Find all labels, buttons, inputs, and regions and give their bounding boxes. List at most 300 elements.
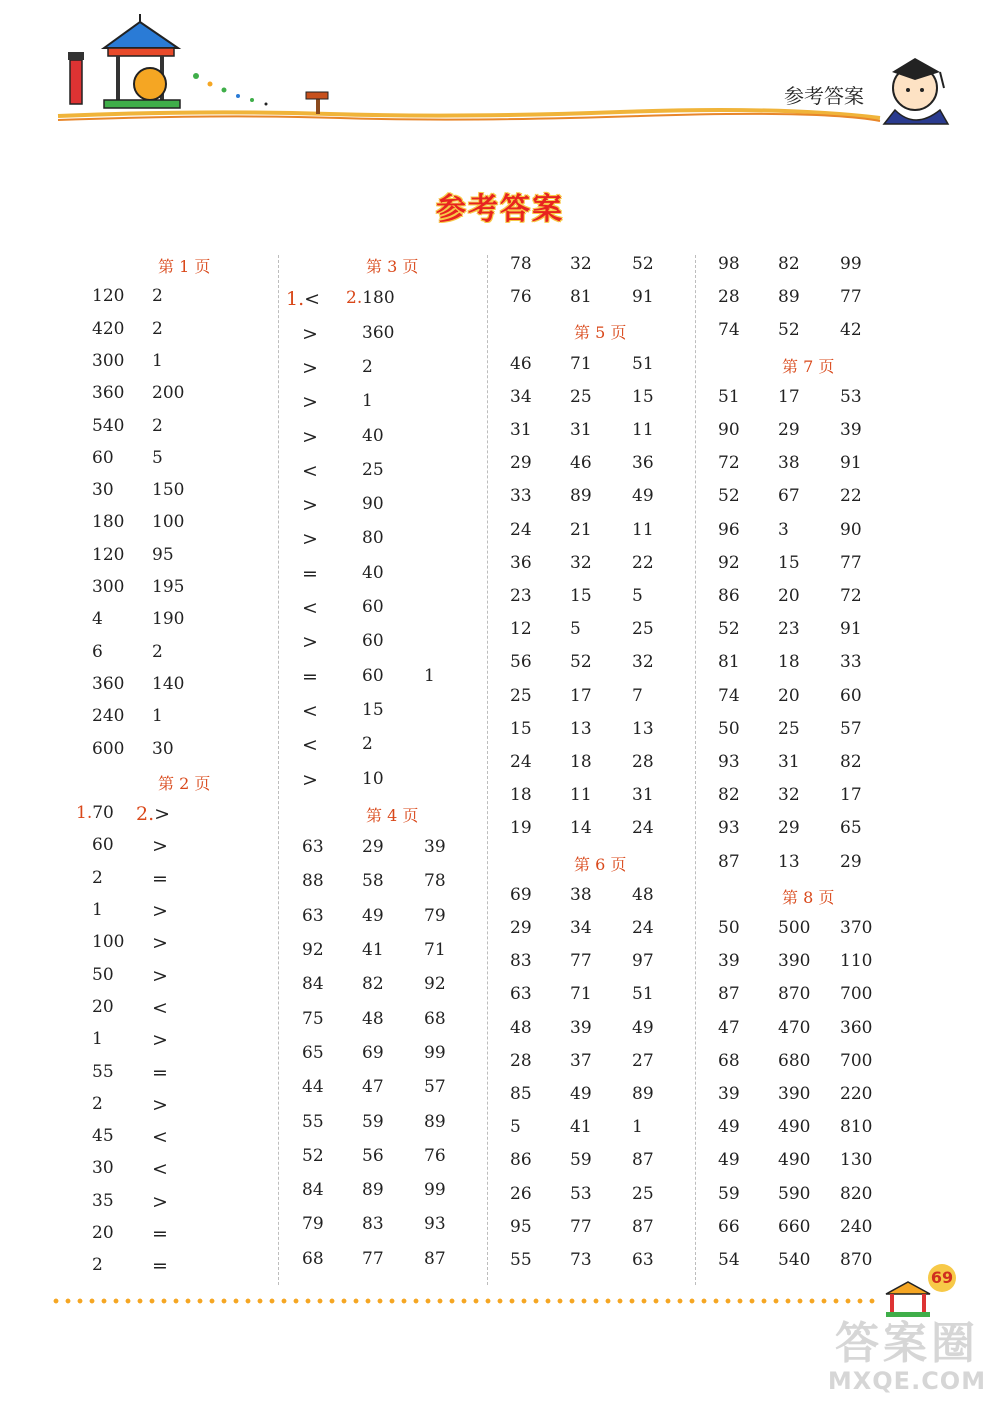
answer-cell: 79 [424, 905, 446, 926]
answer-cell: 40 [362, 425, 384, 446]
answer-cell: 4 [92, 609, 103, 630]
answer-cell: 65 [840, 818, 862, 839]
answer-cell: 150 [152, 480, 185, 501]
answer-cell: 81 [570, 287, 592, 308]
answer-cell: 71 [570, 984, 592, 1005]
answer-cell: 39 [840, 420, 862, 440]
answer-cell: 99 [424, 1180, 446, 1201]
answer-cell: 2 [362, 734, 373, 755]
answer-cell: 34 [570, 918, 592, 938]
page-number: 69 [928, 1264, 956, 1292]
answer-cell: 6 [92, 641, 103, 662]
answer-cell: 200 [152, 383, 185, 404]
page-section-heading: 第 1 页 [158, 257, 211, 276]
answer-cell: 55 [510, 1250, 532, 1270]
answer-cell: 48 [510, 1017, 532, 1038]
answer-cell: 23 [510, 586, 532, 606]
answer-cell: 300 [92, 577, 125, 597]
student-icon [884, 58, 948, 124]
answer-cell: 1 [152, 350, 163, 371]
page-section-heading: 第 5 页 [574, 323, 627, 343]
answer-cell: 130 [840, 1150, 873, 1171]
answer-cell: 2 [152, 415, 163, 436]
answer-cell: 92 [718, 552, 740, 573]
carousel-icon [104, 14, 180, 108]
question-number: 1. [76, 803, 93, 824]
answer-cell: 78 [424, 871, 446, 892]
answer-cell: 28 [718, 287, 740, 308]
answer-cell: 51 [632, 984, 654, 1005]
answer-cell: 28 [510, 1050, 532, 1071]
answer-cell: 110 [840, 951, 873, 972]
answer-cell: 79 [302, 1214, 324, 1235]
answer-cell: 11 [632, 519, 654, 540]
answer-cell: 49 [632, 486, 654, 507]
answer-cell: 60 [362, 665, 384, 686]
answer-cell: 63 [302, 905, 324, 926]
answer-cell: 41 [570, 1117, 592, 1138]
answer-cell: 90 [840, 519, 862, 540]
answer-cell: 41 [362, 940, 384, 960]
answer-cell: = [152, 867, 168, 890]
answer-cell: 53 [840, 386, 862, 407]
answer-cell: 68 [302, 1248, 324, 1269]
answer-cell: 55 [302, 1111, 324, 1132]
question-number: 2. [346, 288, 363, 309]
answer-cell: 12 [510, 619, 532, 640]
answer-cell: > [152, 1190, 168, 1213]
answer-cell: 89 [570, 486, 592, 507]
answer-cell: 72 [840, 586, 862, 606]
answer-cell: 90 [362, 494, 384, 515]
answer-cell: 1 [92, 900, 103, 920]
answer-cell: 63 [302, 837, 324, 858]
answer-cell: 2 [92, 1093, 103, 1114]
answer-cell: 31 [778, 752, 800, 772]
answer-cell: 7 [632, 685, 643, 706]
answer-cell: > [152, 932, 168, 955]
answer-cell: 89 [362, 1180, 384, 1201]
answer-cell: < [302, 597, 318, 619]
answer-cell: 37 [570, 1050, 592, 1071]
answer-cell: 91 [840, 619, 862, 640]
answer-cell: 15 [632, 386, 654, 407]
answer-cell: 93 [718, 752, 740, 772]
answer-cell: 77 [840, 287, 862, 308]
answer-cell: > [152, 900, 168, 922]
answer-cell: 39 [718, 1084, 740, 1104]
page-section-heading: 第 6 页 [574, 854, 627, 874]
answer-cell: 66 [718, 1216, 740, 1237]
answer-cell: 1 [424, 665, 435, 686]
answer-cell: 77 [840, 552, 862, 573]
answer-cell: 30 [92, 480, 114, 501]
page-section-heading: 第 3 页 [366, 257, 419, 276]
answer-cell: 21 [570, 519, 592, 540]
answer-cell: 25 [510, 685, 532, 706]
answer-cell: 59 [570, 1150, 592, 1171]
answer-cell: 57 [424, 1077, 446, 1098]
answer-cell: 870 [778, 984, 811, 1005]
question-number: 2. [136, 803, 155, 826]
answer-cell: 40 [362, 562, 384, 583]
answer-cell: 57 [840, 718, 862, 739]
answer-cell: = [152, 1255, 168, 1278]
answer-cell [76, 803, 114, 823]
answer-cell: < [152, 996, 168, 1019]
answer-cell: 140 [152, 673, 185, 694]
answer-cell: 97 [632, 951, 654, 972]
answer-cell: 52 [718, 619, 740, 640]
answer-cell: 87 [424, 1248, 446, 1269]
answer-cell: 820 [840, 1183, 873, 1204]
answer-cell: 63 [632, 1250, 654, 1270]
answer-cell [136, 803, 170, 825]
answer-cell: 50 [92, 964, 114, 985]
answer-cell: > [302, 391, 318, 414]
answer-cell: 36 [632, 453, 654, 474]
answer-cell: 29 [840, 851, 862, 872]
answer-cell: 82 [362, 974, 384, 995]
answer-cell: 60 [92, 835, 114, 856]
answer-cell: 32 [570, 552, 592, 573]
answer-cell: 700 [840, 984, 873, 1005]
answer-cell: 1 [152, 706, 163, 727]
answer-cell: 660 [778, 1216, 811, 1237]
answer-cell: 74 [718, 320, 740, 341]
answer-cell: 32 [570, 254, 592, 274]
answer-cell: 240 [840, 1216, 873, 1237]
answer-cell: < [152, 1158, 168, 1181]
column-divider [695, 255, 696, 1285]
column-divider [278, 255, 279, 1285]
answer-cell: 84 [302, 974, 324, 995]
answer-cell: 180 [92, 512, 125, 533]
answer-cell: 120 [92, 544, 125, 565]
answer-cell: 20 [778, 685, 800, 706]
answer-cell: = [152, 1061, 168, 1084]
answer-cell [346, 288, 395, 308]
header-title: 参考答案 [784, 84, 864, 108]
tower-icon [68, 52, 84, 104]
answer-cell: 220 [840, 1084, 873, 1104]
answer-cell: 29 [362, 837, 384, 858]
answer-cell: 15 [570, 586, 592, 606]
answer-cell: 28 [632, 752, 654, 772]
answer-cell: > [302, 631, 318, 654]
answer-cell: > [302, 425, 318, 448]
sparkle-trail [193, 73, 268, 106]
answer-cell: 54 [718, 1250, 740, 1270]
answer-cell: 11 [570, 785, 592, 806]
answer-cell: 92 [424, 974, 446, 995]
answer-cell: 100 [92, 932, 125, 953]
answer-cell: 95 [152, 544, 174, 565]
answer-cell: 69 [362, 1042, 384, 1063]
answer-cell: 25 [362, 459, 384, 480]
answer-cell: 590 [778, 1183, 811, 1204]
answer-cell: 51 [718, 386, 740, 407]
answer-cell: 63 [510, 984, 532, 1005]
answer-cell: 360 [840, 1017, 873, 1038]
answer-cell: 68 [718, 1050, 740, 1071]
answer-cell: 87 [632, 1216, 654, 1237]
answer-cell: 90 [718, 420, 740, 440]
answer-cell: 78 [510, 254, 532, 274]
answer-cell: 93 [718, 818, 740, 839]
answer-value: > [154, 803, 171, 826]
answer-cell: 13 [570, 718, 592, 739]
answer-cell: 39 [718, 951, 740, 972]
answer-cell: 42 [840, 320, 862, 341]
answer-cell: > [302, 356, 318, 379]
answer-cell: 45 [92, 1126, 114, 1147]
answer-cell: 71 [424, 940, 446, 960]
answer-cell: 420 [92, 318, 125, 339]
answer-cell: 56 [362, 1145, 384, 1166]
answer-cell: > [152, 964, 168, 987]
answer-cell: 360 [92, 383, 125, 404]
answer-cell: 48 [632, 884, 654, 905]
answer-cell: 48 [362, 1008, 384, 1029]
answer-cell: 540 [92, 415, 125, 436]
answer-cell: 27 [632, 1050, 654, 1071]
answer-cell: 91 [632, 287, 654, 308]
answer-cell: 46 [510, 353, 532, 374]
page-title: 参考答案 [436, 192, 564, 227]
answer-cell: 390 [778, 1084, 811, 1104]
answer-cell: 58 [362, 871, 384, 892]
answer-cell: 24 [632, 918, 654, 938]
answer-cell: 29 [778, 818, 800, 839]
answer-cell: 2 [152, 641, 163, 662]
answer-cell: 31 [632, 785, 654, 806]
answer-cell: 190 [152, 609, 185, 630]
answer-cell: 34 [510, 386, 532, 407]
answer-cell: 490 [778, 1150, 811, 1171]
answer-cell: 500 [778, 918, 811, 938]
answer-cell: 76 [510, 287, 532, 308]
answer-cell: 60 [362, 631, 384, 652]
answer-cell: 52 [570, 652, 592, 673]
answer-cell: 83 [362, 1214, 384, 1235]
answer-cell: 32 [778, 785, 800, 806]
watermark-top: 答案圈 [835, 1318, 979, 1369]
answer-cell: 59 [362, 1111, 384, 1132]
answer-cell: 29 [510, 918, 532, 938]
answer-cell: 36 [510, 552, 532, 573]
answer-cell: 82 [778, 254, 800, 274]
answer-cell: 38 [570, 884, 592, 905]
watermark-bottom: MXQE.COM [827, 1367, 987, 1395]
footer-dot-line [50, 1298, 880, 1304]
answer-cell: 86 [718, 586, 740, 606]
answer-cell: 71 [570, 353, 592, 374]
answer-cell: 52 [718, 486, 740, 507]
answer-cell: = [152, 1223, 168, 1245]
answer-cell: 55 [92, 1061, 114, 1082]
answer-cell: > [302, 768, 318, 791]
answer-cell: 19 [510, 818, 532, 839]
page-section-heading: 第 7 页 [782, 356, 835, 376]
answer-cell: 89 [424, 1111, 446, 1132]
answer-cell: 22 [632, 552, 654, 573]
answer-cell: 38 [778, 453, 800, 474]
answer-cell: 17 [570, 685, 592, 706]
answer-cell: 32 [632, 652, 654, 673]
answer-cell: 52 [632, 254, 654, 274]
answer-cell: > [152, 835, 168, 858]
answer-cell: 76 [424, 1145, 446, 1166]
answer-cell: 30 [92, 1158, 114, 1179]
answer-cell: 23 [778, 619, 800, 640]
answer-cell: 11 [632, 420, 654, 440]
answer-cell: 3 [778, 519, 789, 540]
answer-cell: 2 [92, 867, 103, 888]
answer-cell: 67 [778, 486, 800, 507]
answer-cell: 87 [718, 851, 740, 872]
answer-cell: 98 [718, 254, 740, 274]
answer-cell: 20 [778, 586, 800, 606]
answer-cell: 72 [718, 453, 740, 474]
page-section-heading: 第 2 页 [158, 773, 211, 793]
answer-cell: 91 [840, 453, 862, 474]
answer-cell: 89 [632, 1084, 654, 1104]
answer-cell: 25 [570, 386, 592, 407]
answer-cell: 600 [92, 738, 125, 759]
answer-cell: 60 [362, 597, 384, 617]
answer-cell: < [152, 1126, 168, 1149]
answer-cell: 5 [152, 447, 163, 468]
answer-cell: 82 [840, 752, 862, 772]
page-section-heading: 第 8 页 [782, 887, 835, 907]
answer-value: 70 [92, 803, 114, 824]
answer-cell: 51 [632, 353, 654, 374]
answer-cell: 59 [718, 1183, 740, 1204]
answer-cell [286, 288, 320, 310]
answer-cell: 18 [570, 752, 592, 772]
answer-cell: 15 [510, 718, 532, 739]
answer-value: 180 [362, 288, 395, 309]
answer-cell: 490 [778, 1117, 811, 1138]
answer-cell: 240 [92, 706, 125, 727]
answer-cell: 10 [362, 768, 384, 789]
answer-cell: 540 [778, 1250, 811, 1270]
answer-cell: 810 [840, 1117, 873, 1138]
answer-cell: 15 [778, 552, 800, 573]
answer-cell: 24 [632, 818, 654, 839]
answer-cell: 18 [510, 785, 532, 806]
answer-cell: 870 [840, 1250, 873, 1270]
answer-cell: 18 [778, 652, 800, 673]
answer-cell: 86 [510, 1150, 532, 1171]
answer-cell: 5 [570, 619, 581, 640]
answer-cell: 82 [718, 785, 740, 806]
answer-cell: 49 [718, 1150, 740, 1171]
answer-cell: 80 [362, 528, 384, 549]
answer-cell: 100 [152, 512, 185, 533]
answer-cell: < [302, 734, 318, 757]
answer-cell: 39 [570, 1017, 592, 1038]
answer-cell: 85 [510, 1084, 532, 1104]
answer-cell: 74 [718, 685, 740, 706]
answer-cell: 60 [92, 447, 114, 468]
answer-cell: 390 [778, 951, 811, 972]
answer-cell: 5 [510, 1117, 521, 1138]
answer-cell: 33 [510, 486, 532, 507]
answer-cell: 77 [570, 951, 592, 972]
answer-cell: 99 [424, 1042, 446, 1063]
answer-cell: 195 [152, 577, 185, 597]
answer-cell: 50 [718, 718, 740, 739]
page-section-heading: 第 4 页 [366, 805, 419, 825]
header-decoration [0, 0, 1000, 140]
answer-cell: > [152, 1029, 168, 1052]
answer-cell: 120 [92, 286, 125, 307]
answer-cell: 50 [718, 918, 740, 938]
answer-cell: 52 [778, 320, 800, 341]
answer-cell: 15 [362, 699, 384, 720]
answer-cell: 49 [718, 1117, 740, 1138]
page-header [0, 0, 1000, 140]
answer-cell: 24 [510, 519, 532, 540]
answer-cell: 470 [778, 1017, 811, 1038]
answer-cell: 30 [152, 738, 174, 759]
answer-cell: 25 [632, 1183, 654, 1204]
question-number: 1. [286, 288, 305, 311]
answer-cell: 95 [510, 1216, 532, 1237]
answer-cell: 81 [718, 652, 740, 673]
answer-cell: 680 [778, 1050, 811, 1071]
answer-cell: 49 [632, 1017, 654, 1038]
answer-cell: 68 [424, 1008, 446, 1029]
answer-cell: > [152, 1093, 168, 1116]
answer-cell: 47 [718, 1017, 740, 1038]
answer-cell: > [302, 528, 318, 551]
answer-cell: 2 [152, 286, 163, 307]
answer-cell: 92 [302, 940, 324, 960]
answer-cell: 44 [302, 1077, 324, 1098]
signpost-icon [306, 92, 328, 114]
answer-cell: 52 [302, 1145, 324, 1166]
answer-cell: < [302, 459, 318, 482]
answer-cell: 1 [632, 1117, 643, 1138]
answer-cell: 96 [718, 519, 740, 540]
answer-cell: 93 [424, 1214, 446, 1235]
answer-cell: 25 [632, 619, 654, 640]
answer-cell: 360 [362, 322, 395, 343]
answer-cell: 14 [570, 818, 592, 839]
answer-cell: 1 [92, 1029, 103, 1050]
answer-cell: 370 [840, 918, 873, 938]
answer-cell: = [302, 562, 318, 585]
answer-cell: 35 [92, 1190, 114, 1211]
answer-cell: 77 [570, 1216, 592, 1237]
answer-cell: 20 [92, 1223, 114, 1243]
carousel-small-icon [878, 1278, 938, 1318]
answer-cell: 89 [778, 287, 800, 308]
answer-cell: 31 [510, 420, 532, 440]
answer-cell: 17 [840, 785, 862, 806]
answer-cell: 77 [362, 1248, 384, 1269]
answer-cell: 25 [778, 718, 800, 739]
answer-cell: 26 [510, 1183, 532, 1204]
answer-cell: 87 [718, 984, 740, 1005]
answer-cell: 69 [510, 884, 532, 905]
answer-cell: 84 [302, 1180, 324, 1201]
answer-cell: > [302, 494, 318, 517]
answer-cell: 2 [362, 356, 373, 377]
